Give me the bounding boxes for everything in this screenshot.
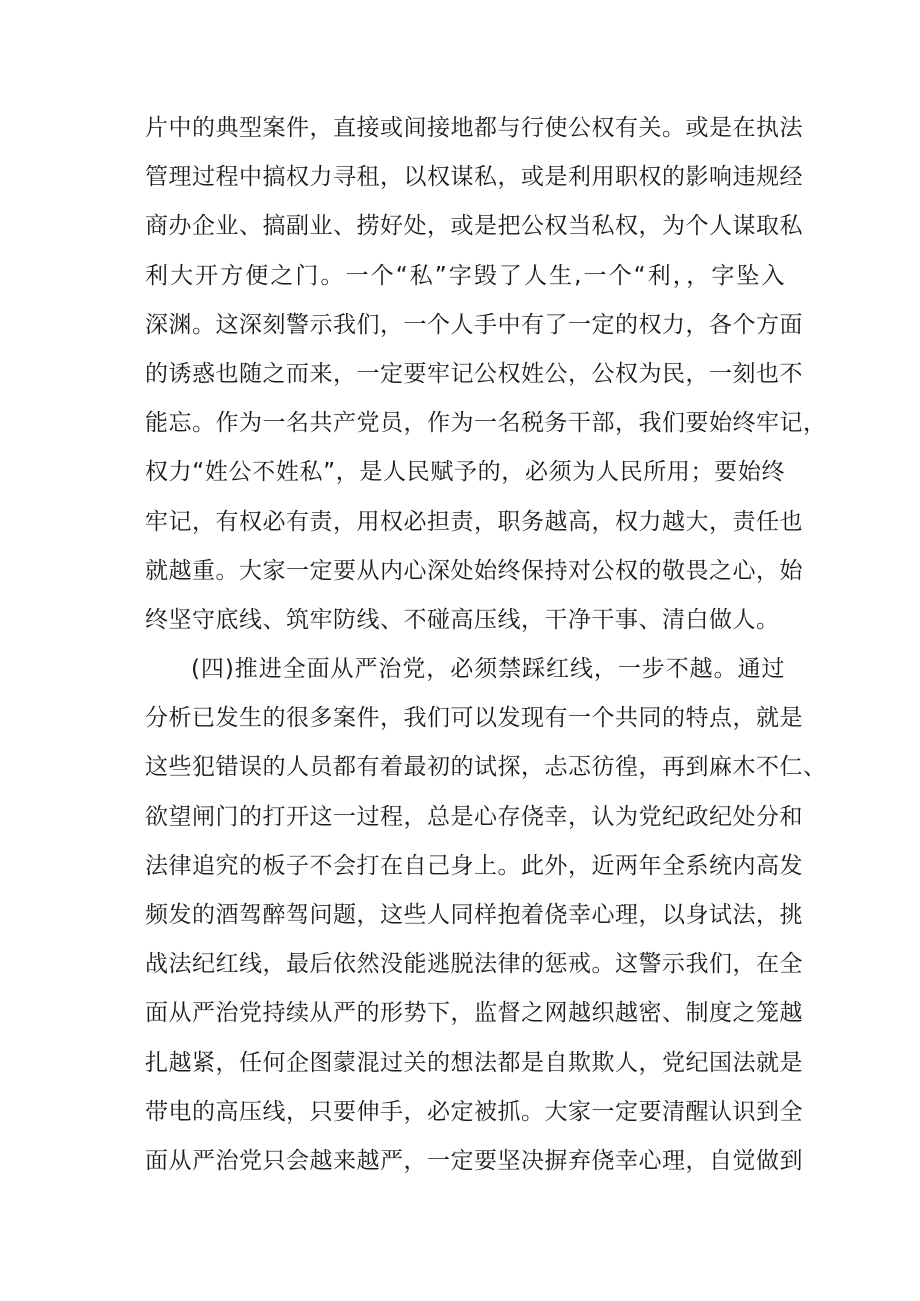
text-line: 分析已发生的很多案件，我们可以发现有一个共同的特点，就是 (145, 705, 803, 732)
text-line: 扎越紧，任何企图蒙混过关的想法都是自欺欺人，党纪国法就是 (145, 1049, 803, 1076)
text-line: 商办企业、搞副业、捞好处，或是把公权当私权，为个人谋取私 (145, 213, 803, 240)
text-line: 利大开方便之门。一个“私”字毁了人生,一个“利，，字坠入 (145, 262, 785, 289)
text-line: 深渊。这深刻警示我们，一个人手中有了一定的权力，各个方面 (145, 311, 803, 338)
text-line: 面从严治党只会越来越严，一定要坚决摒弃侥幸心理，自觉做到 (145, 1147, 803, 1174)
text-line: 就越重。大家一定要从内心深处始终保持对公权的敬畏之心，始 (145, 557, 803, 584)
text-line: 带电的高压线，只要伸手，必定被抓。大家一定要清醒认识到全 (145, 1098, 803, 1125)
text-line: 这些犯错误的人员都有着最初的试探，忐忑彷徨，再到麻木不仁、 (145, 754, 827, 781)
text-line: 权力“姓公不姓私”，是人民赋予的，必须为人民所用；要始终 (145, 459, 785, 486)
text-line: 牢记，有权必有责，用权必担责，职务越高，权力越大，责任也 (145, 508, 803, 535)
section-heading-line: (四)推进全面从严治党，必须禁踩红线，一步不越。通过 (191, 656, 785, 683)
text-line: 能忘。作为一名共产党员，作为一名税务干部，我们要始终牢记， (145, 410, 827, 437)
text-line: 片中的典型案件，直接或间接地都与行使公权有关。或是在执法 (145, 115, 803, 141)
text-line: 欲望闸门的打开这一过程，总是心存侥幸，认为党纪政纪处分和 (145, 803, 803, 830)
text-line: 法律追究的板子不会打在自己身上。此外，近两年全系统内高发 (145, 852, 803, 879)
body-text (145, 104, 827, 1186)
text-line: 管理过程中搞权力寻租，以权谋私，或是利用职权的影响违规经 (145, 164, 803, 191)
text-line: 面从严治党持续从严的形势下，监督之网越织越密、制度之笼越 (145, 1000, 803, 1027)
text-line: 终坚守底线、筑牢防线、不碰高压线，干净干事、清白做人。 (145, 606, 780, 633)
text-line: 的诱惑也随之而来，一定要牢记公权姓公，公权为民，一刻也不 (145, 360, 803, 387)
text-line: 频发的酒驾醉驾问题，这些人同样抱着侥幸心理，以身试法，挑 (145, 902, 803, 928)
text-line: 战法纪红线，最后依然没能逃脱法律的惩戒。这警示我们，在全 (145, 951, 803, 978)
